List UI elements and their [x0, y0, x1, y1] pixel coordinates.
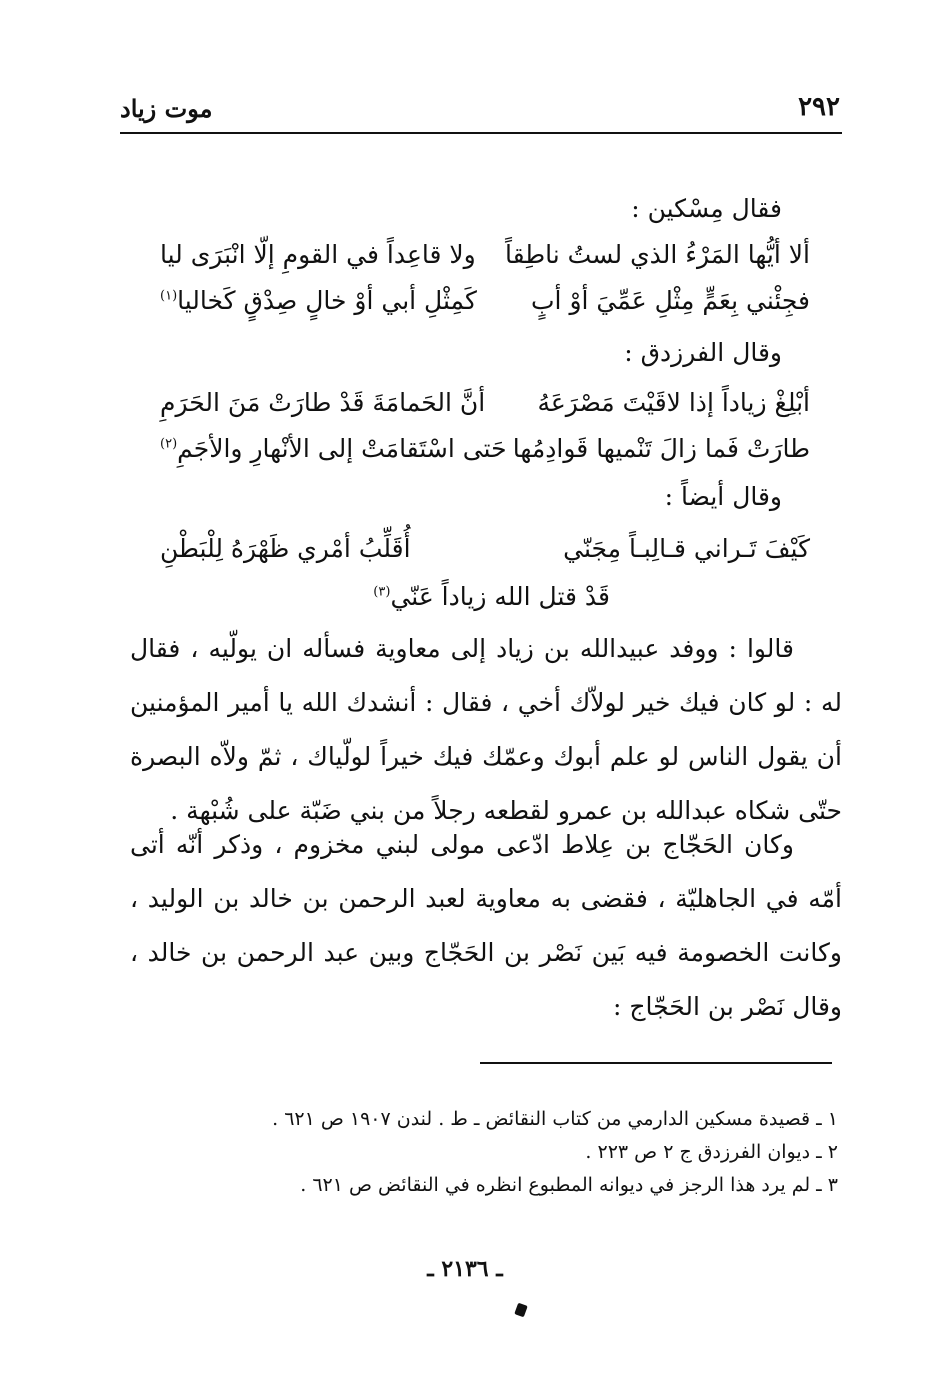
footnote-rule — [480, 1062, 832, 1064]
verse-closing — [373, 584, 610, 609]
verse-text: حَتى اسْتَقامَتْ إلى الأنْهارِ والأجَمِ — [177, 434, 507, 463]
footnote: ١ ـ قصيدة مسكين الدارمي من كتاب النقائض ـ ط . لندن ١٩٠٧ ص ٦٢١ . — [272, 1108, 838, 1130]
poem1-intro: فقال مِسْكين : — [631, 194, 782, 223]
footnote-marker: (٢) — [160, 436, 178, 452]
verse-hemistich — [160, 288, 477, 313]
verse-hemistich: ولا قاعِداً في القومِ إلّا انْبَرَى ليا — [160, 240, 476, 269]
poem3-intro: وقال أيضاً : — [664, 482, 782, 511]
paragraph: قالوا : ووفد عبيدالله بن زياد إلى معاوية فسأله ان يولّيه ، فقال له : لو كان فيك خير لولاّك أخي ، فقال : أنشدك الله يا أمير المؤمنين أن يقول الناس لو علم أبوك وعمّك فيك خيراً لولّياك ، ثمّ ولاّه البصرة حتّى شكاه عبدالله بن عمرو لقطعه رجلاً من بني ضَبّة على شُبْهة . — [130, 634, 842, 825]
footnote-marker: (٣) — [373, 584, 391, 600]
verse-hemistich: كَيْفَ تَـراني قـالِبـاً مِجَنّي — [563, 534, 810, 563]
verse-hemistich: طارَتْ فَما زالَ تَنْميها قَوادِمُها — [512, 434, 810, 463]
header-rule — [120, 132, 842, 134]
page-header — [120, 92, 840, 132]
verse-hemistich: أبْلِغْ زياداً إذا لاقَيْتَ مَصْرَعَهُ — [537, 388, 810, 417]
verse-hemistich: فجِئْني بِعَمٍّ مِثْلِ عَمِّيَ أوْ أبٍ — [531, 286, 810, 315]
page-number: ٢٩٢ — [798, 92, 840, 122]
footnotes — [118, 1108, 838, 1207]
ink-speck — [514, 1303, 528, 1318]
running-title: موت زياد — [120, 94, 213, 123]
poem2-intro: وقال الفرزدق : — [624, 338, 782, 367]
paragraph: وكان الحَجّاج بن عِلاط ادّعى مولى لبني مخزوم ، وذكر أنّه أتى أمّه في الجاهليّة ، فقضى به معاوية لعبد الرحمن بن خالد بن الوليد ، وكانت الخصومة فيه بَين نَصْر بن الحَجّاج وبين عبد الرحمن بن خالد ، وقال نَصْر بن الحَجّاج : — [130, 830, 842, 1021]
verse-text: قَدْ قتل الله زياداً عَنّي — [390, 582, 610, 611]
verse-hemistich: ألا أيُّها المَرْءُ الذي لستُ ناطِقاً — [504, 240, 810, 269]
verse-hemistich: أنَّ الحَمامَةَ قَدْ طارَتْ مَنَ الحَرَمِ — [160, 388, 486, 417]
footnote-marker: (١) — [160, 288, 178, 304]
footnote: ٢ ـ ديوان الفرزدق ج ٢ ص ٢٢٣ . — [585, 1141, 838, 1163]
verse-hemistich — [160, 436, 507, 461]
verse-text: كَمِثْلِ أبي أوْ خالٍ صِدْقٍ كَخاليا — [177, 286, 477, 315]
verse-hemistich: أُقَلِّبُ أمْري ظَهْرَهُ لِلْبَطْنِ — [160, 534, 411, 563]
footnote: ٣ ـ لم يرد هذا الرجز في ديوانه المطبوع انظره في النقائض ص ٦٢١ . — [300, 1174, 838, 1196]
global-page-number: ـ ٢١٣٦ ـ — [427, 1256, 503, 1282]
